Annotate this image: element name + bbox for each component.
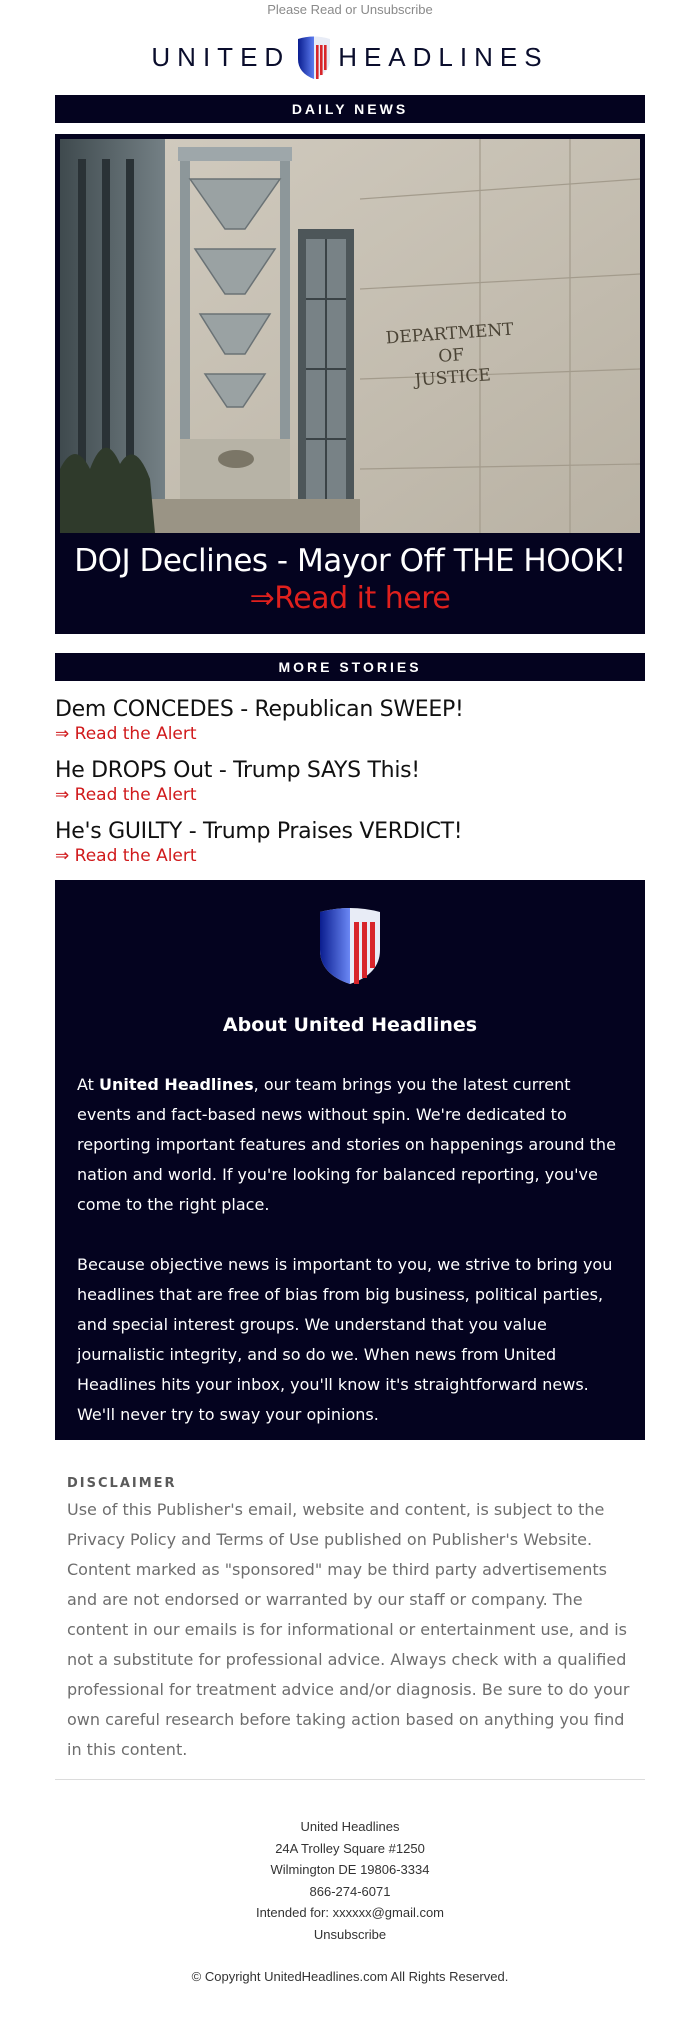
- list-item: [55, 758, 645, 805]
- disclaimer-body: Use of this Publisher's email, website and content, is subject to the Privacy Policy and Terms of Use published on Publisher's Website. Content marked as "sponsored" may be third party advertisements and are not endorsed or warranted by our staff or company. The content in our emails is for informational or entertainment use, and is not a substitute for professional advice. Always check with a qualified professional for treatment advice and/or diagnosis. Be sure to do your own careful research before taking action based on anything you find in this content.: [67, 1500, 630, 1759]
- story-list: [55, 697, 645, 866]
- footer-address-line-1: 24A Trolley Square #1250: [275, 1840, 425, 1856]
- about-section: [55, 880, 645, 1440]
- brand-header: [0, 20, 700, 95]
- preheader-link[interactable]: Please Read or Unsubscribe: [267, 2, 433, 17]
- footer-phone: 866-274-6071: [309, 1883, 391, 1899]
- story-title[interactable]: He DROPS Out - Trump SAYS This!: [55, 758, 420, 783]
- story-title[interactable]: Dem CONCEDES - Republican SWEEP!: [55, 697, 464, 722]
- hero-story[interactable]: [55, 134, 645, 634]
- unsubscribe-link[interactable]: Unsubscribe: [313, 1926, 387, 1942]
- image-text-justice: JUSTICE: [413, 365, 492, 391]
- footer-company: United Headlines: [300, 1819, 400, 1834]
- brand-name-left: UNITED: [151, 42, 291, 72]
- footer-address-line-2: Wilmington DE 19806-3334: [270, 1862, 430, 1877]
- footer-intended-for: Intended for: xxxxxx@gmail.com: [255, 1905, 445, 1920]
- brand-name-right: HEADLINES: [338, 42, 549, 72]
- list-item: [55, 819, 645, 866]
- doj-building-image[interactable]: [60, 139, 640, 533]
- hero-read-link[interactable]: ⇒Read it here: [249, 581, 451, 616]
- list-item: [55, 697, 645, 744]
- read-alert-link[interactable]: ⇒ Read the Alert: [55, 724, 197, 744]
- about-title: About United Headlines: [222, 1014, 478, 1036]
- about-p1-prefix: At: [77, 1075, 100, 1094]
- hero-headline[interactable]: DOJ Declines - Mayor Off THE HOOK!: [74, 543, 626, 579]
- preheader: [0, 0, 700, 20]
- read-alert-link[interactable]: ⇒ Read the Alert: [55, 846, 197, 866]
- about-p1-brand: United Headlines: [99, 1075, 254, 1094]
- image-text-of: OF: [437, 345, 465, 367]
- more-stories-bar: MORE STORIES: [55, 653, 645, 681]
- disclaimer-label: DISCLAIMER: [67, 1476, 177, 1491]
- disclaimer-section: [55, 1476, 645, 1780]
- shield-logo-icon: [296, 35, 332, 81]
- copyright: © Copyright UnitedHeadlines.com All Rights Reserved.: [191, 1969, 509, 1984]
- shield-logo-icon: [318, 906, 382, 986]
- about-p1-rest: , our team brings you the latest current events and fact-based news without spin. We're dedicated to reporting important features and stories on happenings around the nation and world. If you're looking for balanced reporting, you've come to the right place.: [77, 1075, 616, 1214]
- story-title[interactable]: He's GUILTY - Trump Praises VERDICT!: [55, 819, 463, 844]
- daily-news-bar: DAILY NEWS: [55, 95, 645, 123]
- read-alert-link[interactable]: ⇒ Read the Alert: [55, 785, 197, 805]
- about-paragraph-2: Because objective news is important to you, we strive to bring you headlines that are free of bias from big business, political parties, and special interest groups. We understand that you value journalistic integrity, and so do we. When news from United Headlines hits your inbox, you'll know it's straightforward news. We'll never try to sway your opinions.: [77, 1255, 613, 1424]
- image-text-department: DEPARTMENT: [385, 319, 515, 349]
- about-paragraph-1: [77, 1070, 623, 1220]
- footer-address: [0, 1816, 700, 1945]
